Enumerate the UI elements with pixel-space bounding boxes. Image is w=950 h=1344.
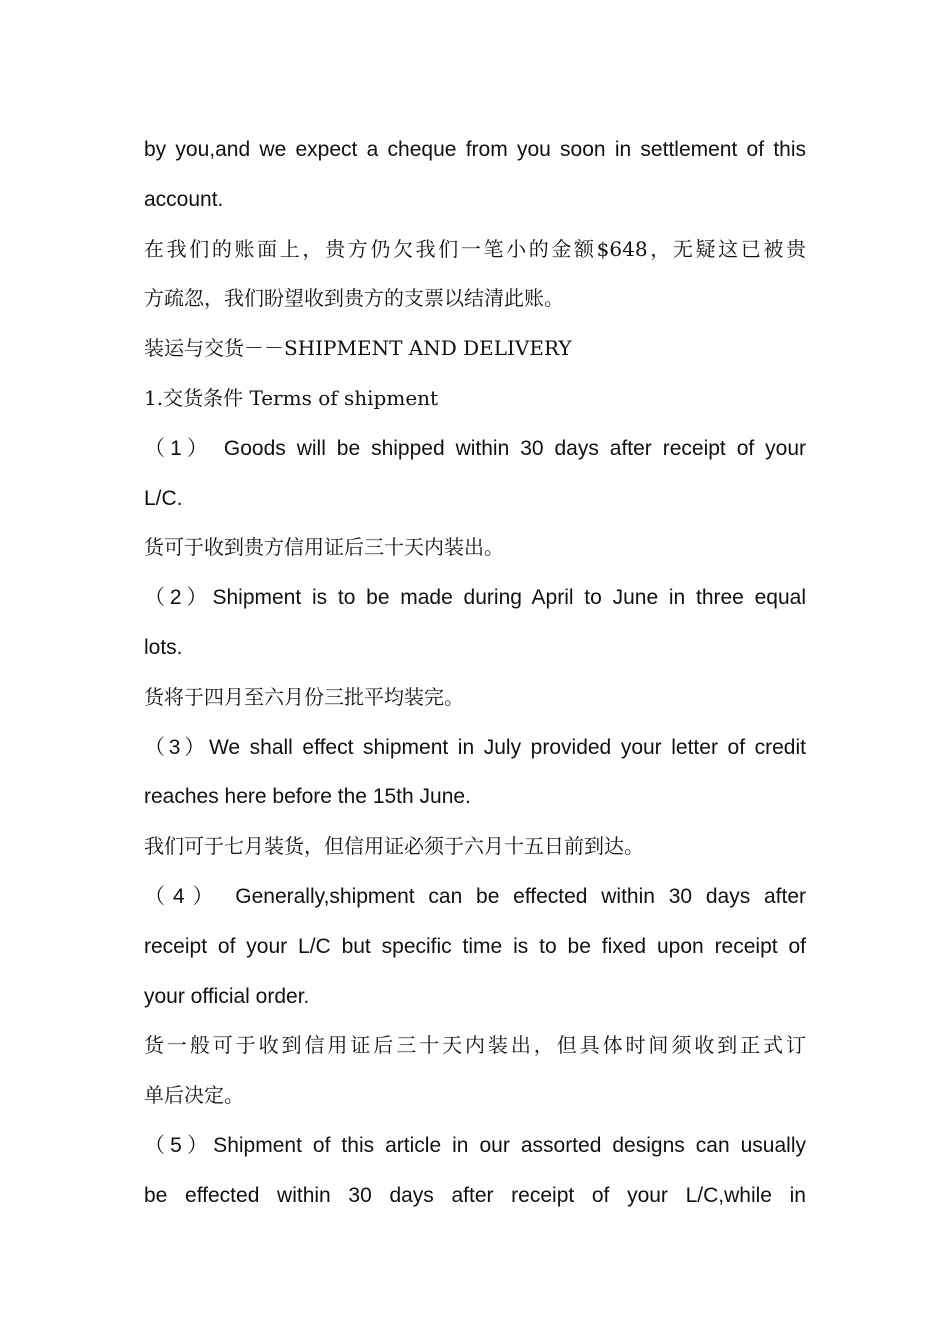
text-line: 我们可于七月装货，但信用证必须于六月十五日前到达。 bbox=[144, 834, 644, 859]
section-heading: 装运与交货－－SHIPMENT AND DELIVERY bbox=[144, 336, 572, 361]
text-line: （2）Shipment is to be made during April to June in three equal bbox=[144, 586, 806, 610]
text-line: your official order. bbox=[144, 984, 310, 1008]
text-line: reaches here before the 15th June. bbox=[144, 785, 471, 809]
text-line: 货将于四月至六月份三批平均装完。 bbox=[144, 684, 464, 709]
text-line: 方疏忽，我们盼望收到贵方的支票以结清此账。 bbox=[144, 286, 564, 311]
text-line: 在我们的账面上，贵方仍欠我们一笔小的金额$648，无疑这已被贵 bbox=[144, 236, 806, 261]
text-line: （5）Shipment of this article in our assorted designs can usually bbox=[144, 1133, 806, 1157]
text-line: by you,and we expect a cheque from you soon in settlement of this bbox=[144, 138, 806, 161]
text-line: 货一般可于收到信用证后三十天内装出，但具体时间须收到正式订 bbox=[144, 1033, 806, 1058]
text-line: （3）We shall effect shipment in July provided your letter of credit bbox=[144, 735, 806, 759]
document-body bbox=[144, 125, 806, 1221]
text-line: 单后决定。 bbox=[144, 1083, 244, 1108]
text-line: （1） Goods will be shipped within 30 days after receipt of your bbox=[144, 436, 806, 460]
text-line: be effected within 30 days after receipt of your L/C,while in bbox=[144, 1183, 806, 1207]
subsection-heading: 1.交货条件 Terms of shipment bbox=[144, 385, 439, 410]
text-line: lots. bbox=[144, 635, 183, 659]
text-line: receipt of your L/C but specific time is to be fixed upon receipt of bbox=[144, 934, 806, 958]
text-line: 货可于收到贵方信用证后三十天内装出。 bbox=[144, 535, 504, 560]
text-line: L/C. bbox=[144, 486, 183, 510]
text-line: account. bbox=[144, 187, 224, 211]
text-line: （4） Generally,shipment can be effected within 30 days after bbox=[144, 884, 806, 908]
